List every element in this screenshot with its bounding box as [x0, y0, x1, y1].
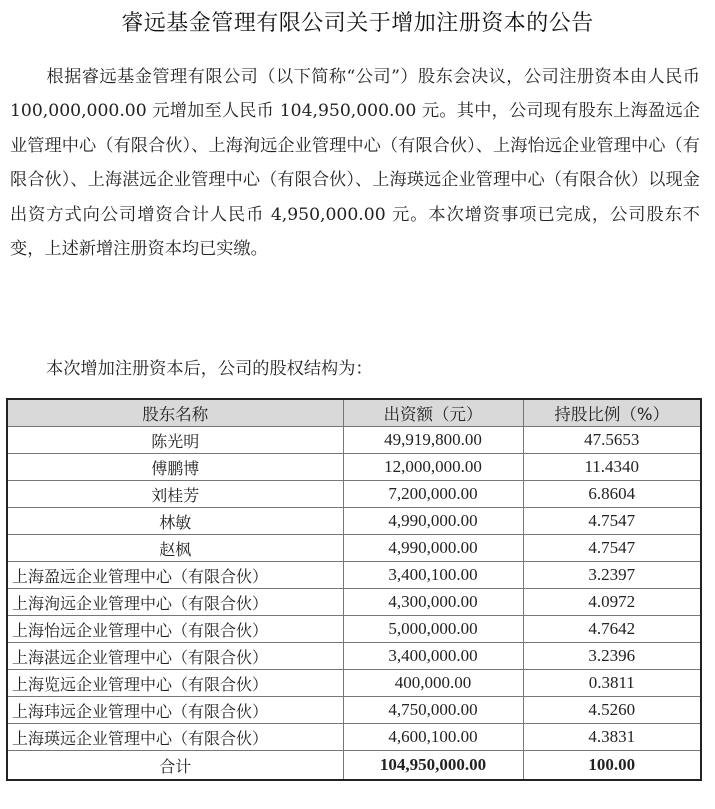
table-row: [7, 697, 701, 724]
capital-amount: 4,300,000.00: [343, 589, 523, 616]
equity-intro-paragraph: [10, 352, 700, 386]
total-capital-amount: 104,950,000.00: [343, 751, 523, 781]
announcement-paragraph: [10, 60, 700, 266]
share-ratio: 4.7547: [523, 535, 701, 562]
header-shareholder-name: 股东名称: [7, 399, 343, 427]
share-ratio: 11.4340: [523, 454, 701, 481]
total-label: 合计: [7, 751, 343, 781]
shareholder-name: 刘桂芳: [7, 481, 343, 508]
table-row: [7, 616, 701, 643]
table-row: [7, 562, 701, 589]
shareholder-name: 上海览远企业管理中心（有限合伙）: [7, 670, 343, 697]
shareholder-name: 上海玮远企业管理中心（有限合伙）: [7, 697, 343, 724]
capital-amount: 3,400,100.00: [343, 562, 523, 589]
capital-amount: 4,990,000.00: [343, 535, 523, 562]
table-row: [7, 508, 701, 535]
table-row: [7, 454, 701, 481]
capital-amount: 7,200,000.00: [343, 481, 523, 508]
table-row: [7, 589, 701, 616]
paragraph-text: 根据睿远基金管理有限公司（以下简称“公司”）股东会决议，公司注册资本由人民币 100,000,000.00 元增加至人民币 104,950,000.00 元。其中，公司现有股东上海盈远企业管理中心（有限合伙）、上海洵远企业管理中心（有限合伙）、上海怡远企业管理中心（有限合伙）、上海湛远企业管理中心（有限合伙）、上海瑛远企业管理中心（有限合伙）以现金出资方式向公司增资合计人民币 4,950,000.00 元。本次增资事项已完成，公司股东不变，上述新增注册资本均已实缴。: [10, 67, 700, 260]
shareholder-name: 赵枫: [7, 535, 343, 562]
shareholder-name: 傅鹏博: [7, 454, 343, 481]
share-ratio: 4.0972: [523, 589, 701, 616]
table-row: [7, 643, 701, 670]
shareholder-name: 上海盈远企业管理中心（有限合伙）: [7, 562, 343, 589]
table-row: [7, 427, 701, 454]
share-ratio: 4.5260: [523, 697, 701, 724]
shareholder-name: 上海瑛远企业管理中心（有限合伙）: [7, 724, 343, 751]
total-share-ratio: 100.00: [523, 751, 701, 781]
capital-amount: 5,000,000.00: [343, 616, 523, 643]
capital-amount: 400,000.00: [343, 670, 523, 697]
share-ratio: 4.7547: [523, 508, 701, 535]
equity-structure-table: [6, 398, 702, 781]
capital-amount: 4,750,000.00: [343, 697, 523, 724]
share-ratio: 4.3831: [523, 724, 701, 751]
capital-amount: 12,000,000.00: [343, 454, 523, 481]
capital-amount: 49,919,800.00: [343, 427, 523, 454]
capital-amount: 4,990,000.00: [343, 508, 523, 535]
table-row: [7, 481, 701, 508]
shareholder-name: 上海洵远企业管理中心（有限合伙）: [7, 589, 343, 616]
capital-amount: 4,600,100.00: [343, 724, 523, 751]
table-row: [7, 724, 701, 751]
table-header-row: [7, 399, 701, 427]
shareholder-name: 林敏: [7, 508, 343, 535]
paragraph-text: 本次增加注册资本后，公司的股权结构为：: [46, 359, 373, 379]
share-ratio: 47.5653: [523, 427, 701, 454]
table-row: [7, 670, 701, 697]
capital-amount: 3,400,000.00: [343, 643, 523, 670]
share-ratio: 3.2396: [523, 643, 701, 670]
table-total-row: [7, 751, 701, 781]
shareholder-name: 上海怡远企业管理中心（有限合伙）: [7, 616, 343, 643]
share-ratio: 3.2397: [523, 562, 701, 589]
shareholder-name: 上海湛远企业管理中心（有限合伙）: [7, 643, 343, 670]
share-ratio: 6.8604: [523, 481, 701, 508]
share-ratio: 0.3811: [523, 670, 701, 697]
header-share-ratio: 持股比例（%）: [523, 399, 701, 427]
shareholder-name: 陈光明: [7, 427, 343, 454]
share-ratio: 4.7642: [523, 616, 701, 643]
document-title: 睿远基金管理有限公司关于增加注册资本的公告: [121, 11, 594, 36]
header-capital-amount: 出资额（元）: [343, 399, 523, 427]
table-row: [7, 535, 701, 562]
